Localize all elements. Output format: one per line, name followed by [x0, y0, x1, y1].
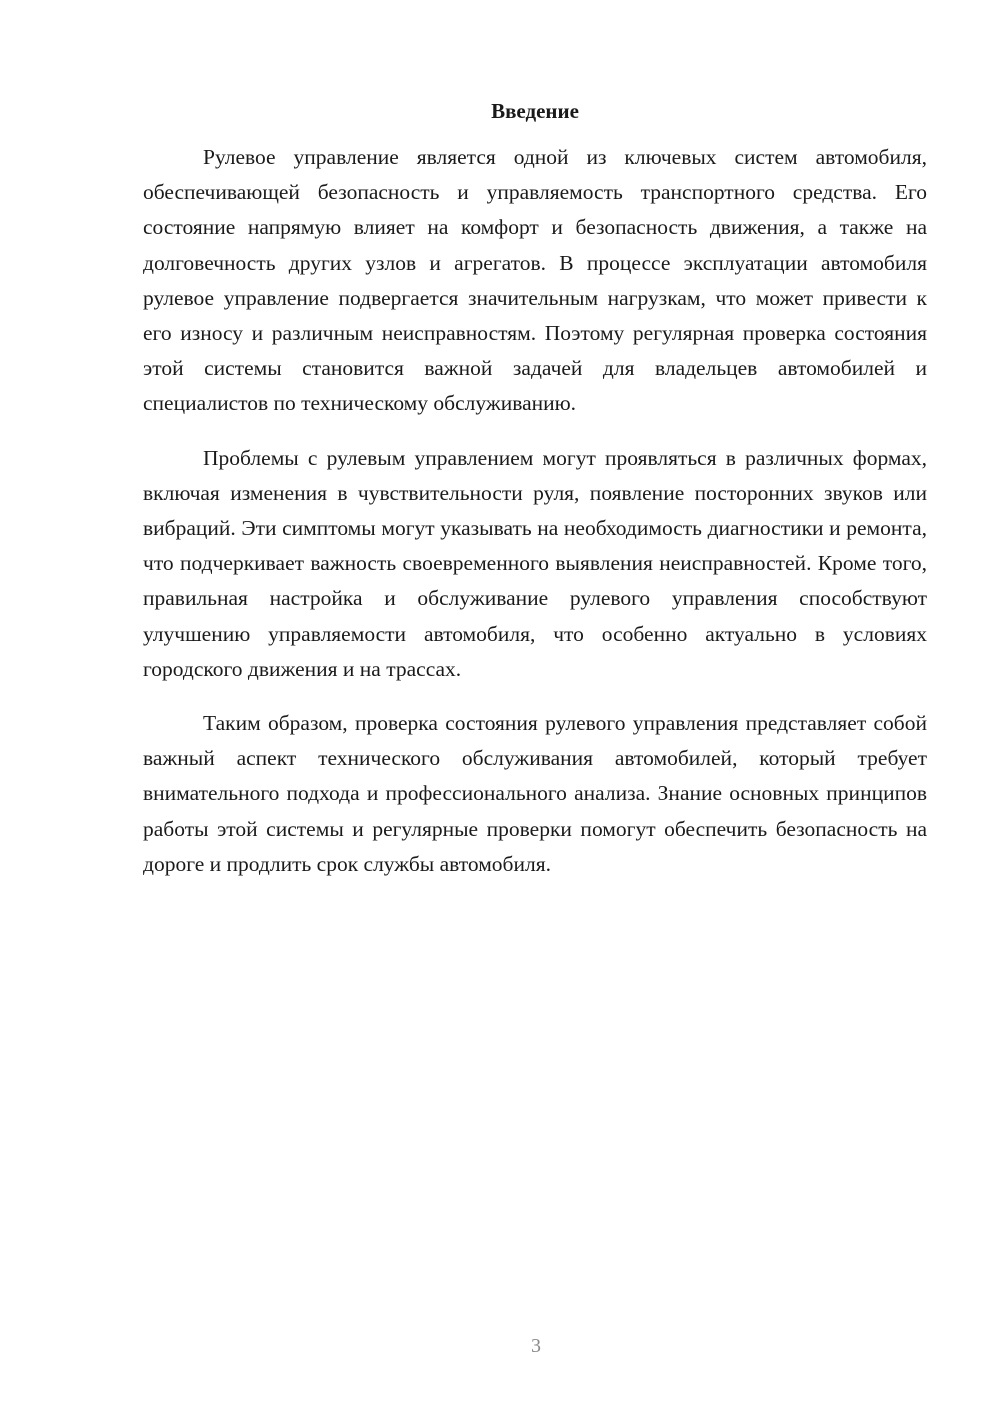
paragraph-3: Таким образом, проверка состояния рулевого управления представляет собой важный аспект технического обслуживания автомобилей, который требует внимательного подхода и профессионального анализа. Знание основных принципов работы этой системы и регулярные проверки помогут обеспечить безопасность на дороге и продлить срок службы автомобиля. — [143, 711, 927, 876]
paragraph-2: Проблемы с рулевым управлением могут проявляться в различных формах, включая изменения в чувствительности руля, появление посторонних звуков или вибраций. Эти симптомы могут указывать на необходимость диагностики и ремонта, что подчеркивает важность своевременного выявления неисправностей. Кроме того, правильная настройка и обслуживание рулевого управления способствуют улучшению управляемости автомобиля, что особенно актуально в условиях городского движения и на трассах. — [143, 445, 927, 681]
page-content — [143, 96, 927, 882]
page-number: 3 — [531, 1335, 541, 1357]
section-title: Введение — [491, 99, 579, 123]
paragraph-1: Рулевое управление является одной из ключевых систем автомобиля, обеспечивающей безопасность и управляемость транспортного средства. Его состояние напрямую влияет на комфорт и безопасность движения, а также на долговечность других узлов и агрегатов. В процессе эксплуатации автомобиля рулевое управление подвергается значительным нагрузкам, что может привести к его износу и различным неисправностям. Поэтому регулярная проверка состояния этой системы становится важной задачей для владельцев автомобилей и специалистов по техническому обслуживанию. — [143, 145, 927, 416]
